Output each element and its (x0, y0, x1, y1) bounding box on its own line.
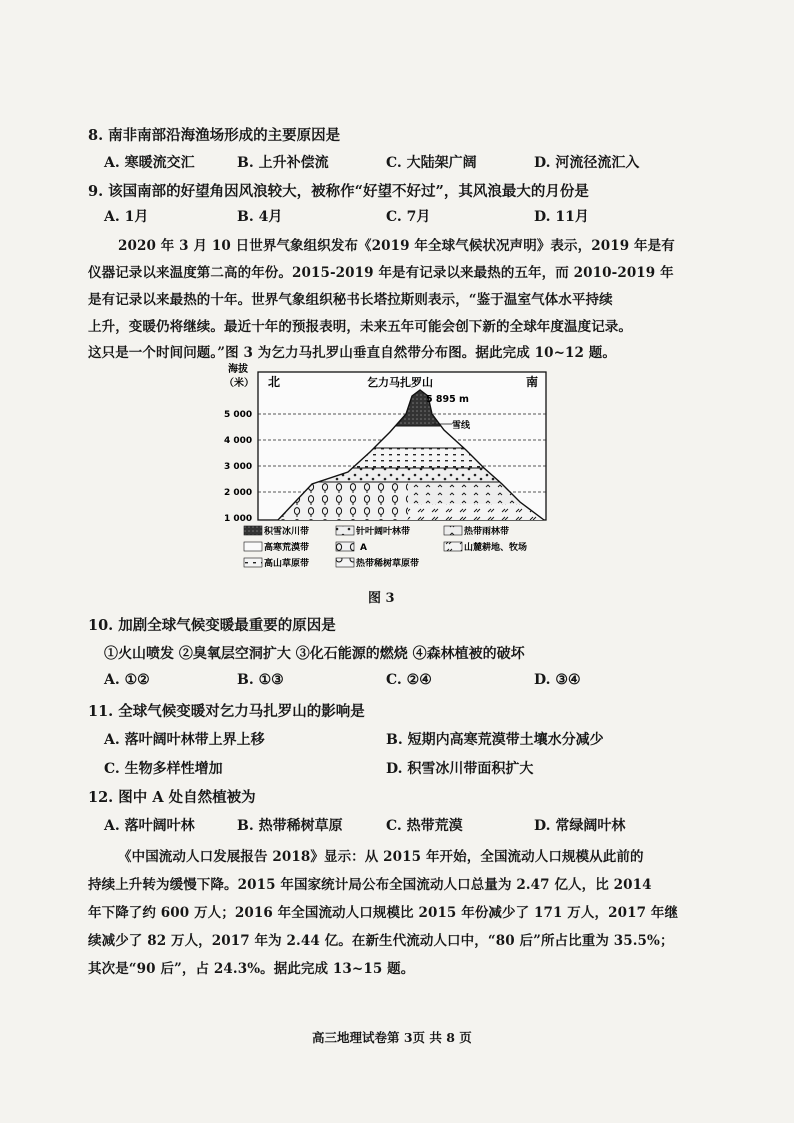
passage-line: 续减少了 82 万人，2017 年为 2.44 亿。在新生代流动人口中，“80 后”所占比重为 35.5%； (88, 933, 674, 949)
q12-option-c: C. 热带荒漠 (386, 818, 463, 834)
q11-option-b: B. 短期内高寒荒漠带土壤水分减少 (386, 732, 604, 748)
legend-a: A (360, 543, 367, 553)
q8-option-c: C. 大陆架广阔 (386, 155, 477, 171)
q9-option-a: A. 1月 (104, 209, 149, 225)
q10-option-c: C. ②④ (386, 672, 432, 688)
q10-option-b: B. ①③ (237, 672, 284, 688)
passage-line: 仪器记录以来温度第二高的年份。2015-2019 年是有记录以来最热的五年，而 2010-2019 年 (88, 265, 674, 281)
q9-option-d: D. 11月 (534, 209, 589, 225)
passage-line: 持续上升转为缓慢下降。2015 年国家统计局公布全国流动人口总量为 2.47 亿人，比 2014 (88, 877, 652, 893)
y-tick: 5 000 (224, 410, 253, 420)
passage-line: 是有记录以来最热的十年。世界气象组织秘书长塔拉斯则表示，“鉴于温室气体水平持续 (88, 292, 613, 308)
legend-savanna: 热带稀树草原带 (356, 559, 420, 569)
passage-line: 这只是一个时间问题。”图 3 为乞力马扎罗山垂直自然带分布图。据此完成 10~12 题。 (88, 345, 616, 361)
passage-line: 上升，变暖仍将继续。最近十年的预报表明，未来五年可能会创下新的全球年度温度记录。 (88, 319, 632, 335)
south-label: 南 (526, 375, 539, 389)
q9-option-c: C. 7月 (386, 209, 431, 225)
q8-option-b: B. 上升补偿流 (237, 155, 329, 171)
y-tick: 4 000 (224, 436, 253, 446)
legend-alpine-meadow: 高山草原带 (264, 559, 310, 569)
north-label: 北 (268, 375, 281, 389)
q12-option-b: B. 热带稀树草原 (237, 818, 343, 834)
legend-snow-glacier: 积雪冰川带 (264, 527, 310, 537)
y-tick: 3 000 (224, 462, 253, 472)
figure-title: 乞力马扎罗山 (367, 376, 433, 389)
legend-farmland-pasture: 山麓耕地、牧场 (464, 543, 528, 553)
page-footer: 高三地理试卷第 3页 共 8 页 (312, 1030, 472, 1045)
q10-option-d: D. ③④ (534, 672, 581, 688)
q12-option-a: A. 落叶阔叶林 (104, 818, 195, 834)
passage-line: 其次是“90 后”，占 24.3%。据此完成 13~15 题。 (88, 961, 415, 977)
question-9-stem: 9. 该国南部的好望角因风浪较大，被称作“好望不好过”，其风浪最大的月份是 (88, 183, 589, 200)
question-12-stem: 12. 图中 A 处自然植被为 (88, 789, 256, 806)
question-10-stem: 10. 加剧全球气候变暖最重要的原因是 (88, 617, 336, 634)
q11-option-d: D. 积雪冰川带面积扩大 (386, 761, 534, 777)
q10-option-a: A. ①② (104, 672, 150, 688)
y-axis-label: 海拔 (228, 364, 248, 375)
question-8-stem: 8. 南非南部沿海渔场形成的主要原因是 (88, 127, 341, 144)
y-tick: 2 000 (224, 488, 253, 498)
passage-line: 2020 年 3 月 10 日世界气象组织发布《2019 年全球气候状况声明》表示，2019 年是有 (118, 238, 675, 254)
q11-option-a: A. 落叶阔叶林带上界上移 (104, 732, 265, 748)
figure-caption: 图 3 (368, 591, 395, 606)
y-tick: 1 000 (224, 514, 253, 524)
q11-option-c: C. 生物多样性增加 (104, 761, 223, 777)
mountain-zonation-figure (220, 362, 560, 584)
q8-option-d: D. 河流径流汇入 (534, 155, 640, 171)
peak-elevation-label: 5 895 m (426, 394, 469, 405)
legend (244, 525, 527, 569)
q10-choices: ①火山喷发 ②臭氧层空洞扩大 ③化石能源的燃烧 ④森林植被的破坏 (104, 646, 525, 662)
passage-line: 年下降了约 600 万人；2016 年全国流动人口规模比 2015 年份减少了 171 万人，2017 年继 (88, 905, 679, 921)
y-axis-unit: （米） (224, 378, 254, 389)
snowline-label: 雪线 (452, 421, 471, 431)
q12-option-d: D. 常绿阔叶林 (534, 818, 626, 834)
legend-rainforest: 热带雨林带 (464, 527, 510, 537)
legend-conifer-broadleaf: 针叶阔叶林带 (356, 527, 411, 537)
legend-alpine-desert: 高寒荒漠带 (264, 543, 310, 553)
q9-option-b: B. 4月 (237, 209, 283, 225)
passage-line: 《中国流动人口发展报告 2018》显示：从 2015 年开始，全国流动人口规模从此前的 (118, 849, 644, 865)
question-11-stem: 11. 全球气候变暖对乞力马扎罗山的影响是 (88, 703, 365, 720)
q8-option-a: A. 寒暖流交汇 (104, 155, 195, 171)
